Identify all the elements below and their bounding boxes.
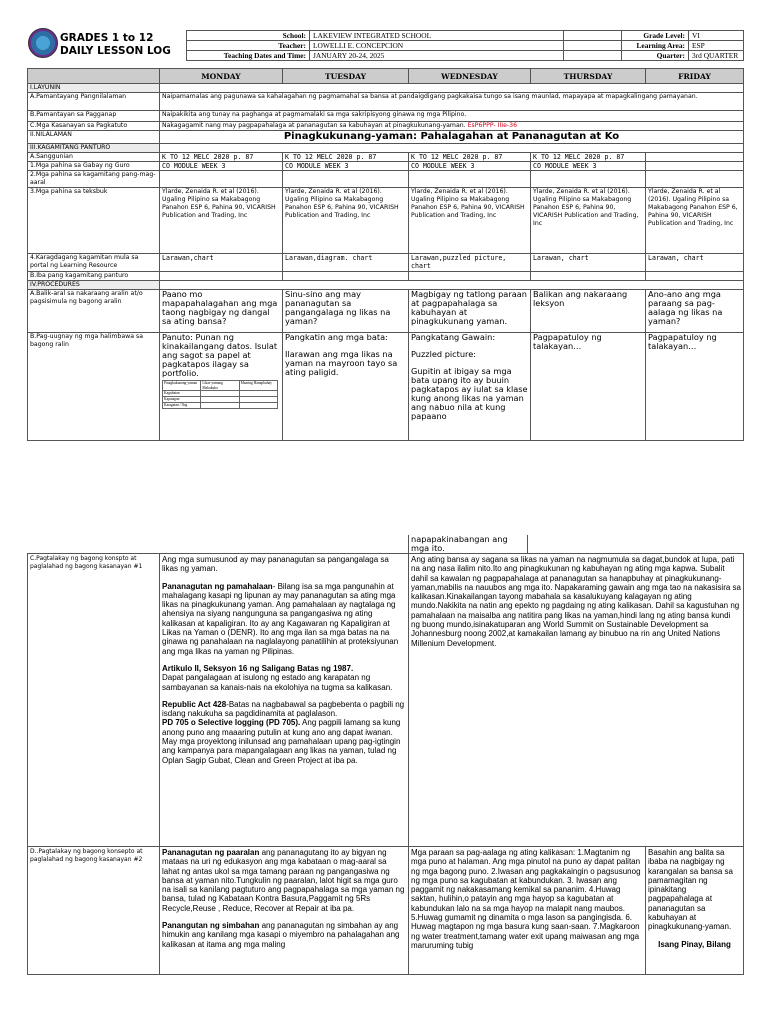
page-one [0,0,768,470]
header-info-table [186,30,744,61]
teaching-dates-value: JANUARY 20-24, 2025 [310,51,564,61]
pamantayang-pangnilalaman-text: Naipamamalas ang pagunawa sa kahalagahan ng pagmamahal sa bansa at pandaigdigang pagkakaisa tungo sa isang maunlad, mapayapa at mapagkalingang pamayanan. [160,93,744,111]
teksbuk-label: 3.Mga pahina sa teksbuk [28,188,160,254]
paaralan-text: ang pananagutang ito ay bigyan ng mataas na uri ng edukasyon ang mga kabataan o mag-aaral sa lahat ng antas ukol sa mga tamang paraan ng pangangasiwa ng bansa at yaman nito.Tungkulin ng paaralan, lalot higit sa mga guro na isali sa kanilang pagtuturo ang pagpapahalaga sa mga yaman ng bansa, tulad ng Kabataan Kontra Basura,Paggamit ng 5Rs Recycle,Reuse , Reduce, Recover at Repair at iba pa. [162,848,405,913]
nilalaman-label: II.NILALAMAN [28,131,160,144]
title-line-1: GRADES 1 to 12 [60,32,154,44]
balik-aral-friday: Ano-ano ang mga paraang sa pag-aalaga ng likas na yaman? [646,290,744,333]
teacher-label: Teacher: [187,41,310,51]
grade-level-value: VI [689,31,744,41]
balik-aral-label: A.Balik-aral sa nakaraang aralin at/o pagsisimula ng bagong aralin [28,290,160,333]
carry-over-wednesday: napapakinabangan ang mga ito. [408,535,528,553]
pangmag-aaral-label: 2.Mga pahina sa kagamitang pang-mag-aaral [28,171,160,188]
pagtalakay-1-label: C.Pagtalakay ng bagong konspto at paglalahad ng bagong kasanayan #1 [28,554,160,847]
proyekto-text: May mga proyektong inilunsad ang pamahalaan upang pag-igtingin ang kampanya para mapangalagaan ang likas na yaman, tulad ng Oplan Sagip Gubat, Clean and Green Project at iba pa. [162,737,401,765]
kasanayan-label: C.Mga Kasanayan sa Pagkatuto [28,122,160,131]
kasanayan-text: Nakagagamit nang may pagpapahalaga at pananagutan sa kabuhayan at pinagkukunang-yaman. [162,122,466,129]
pag-uugnay-tuesday-2: Ilarawan ang mga likas na yaman na mayroon tayo sa ating paligid. [285,349,398,377]
day-header-monday: MONDAY [160,69,283,84]
paaralan-heading: Pananagutan ng paaralan [162,848,260,857]
pag-uugnay-monday: Panuto: Punan ng kinakailangang datos. Isulat ang sagot sa papel at pagkatapos ilagay sa portfolio. [162,332,278,378]
pamantayan-pagganap-label: B.Pamantayan sa Pagganap [28,111,160,122]
quarter-value: 3rd QUARTER [689,51,744,61]
day-header-wednesday: WEDNESDAY [409,69,531,84]
sanggunian-thursday: K TO 12 MELC 2020 p. 87 [531,153,646,162]
balik-aral-tuesday: Sinu-sino ang may pananagutan sa pangangalaga ng likas na yaman? [283,290,409,333]
karagdagang-tuesday: Larawan,diagram. chart [283,254,409,272]
day-header-friday: FRIDAY [646,69,744,84]
gabay-wednesday: CO MODULE WEEK 3 [409,162,531,171]
teksbuk-thursday: Ylarde, Zenaida R. et al (2016). Ugaling Pilipino sa Makabagong Panahon ESP 6, Pahina 90, VICARISH Publication and Trading, Inc [531,188,646,254]
pamantayan-pagganap-text: Naipakikita ang tunay na paghanga at pagmamalaki sa mga sakripisyong ginawa ng mga Pilipino. [160,111,744,122]
gabay-tuesday: CO MODULE WEEK 3 [283,162,409,171]
ra-428-heading: Republic Act 428 [162,699,227,709]
mini-table-row-2: Kapatagan [163,397,201,403]
pagtalakay-2-thursday-title: Isang Pinay, Bilang [658,939,731,949]
karagdagang-thursday: Larawan, chart [531,254,646,272]
sanggunian-monday: K TO 12 MELC 2020 p. 87 [160,153,283,162]
pagtalakay-1-monday-intro: Ang mga sumusunod ay may pananagutan sa pangangalaga sa likas ng yaman. [162,555,389,574]
mini-table-header-2: Likas-yamang Makukuha [201,381,239,391]
pagtalakay-1-wednesday: Ang ating bansa ay sagana sa likas na yaman na nagmumula sa dagat,bundok at lupa, pati na ang nasa ilalim nito.Ito ang pinagkukunan ng kabuhayan ng ating mga kapwa. Subalit dahil sa kawalan ng pagpapahalaga at pananagutan sa hanapbuhay at pinagkukunang-yaman,mabilis na nauubos ang mga ito. Napakaraming gawain ang mga tao na nakasisira sa kalikasan.Kinakailangan tayong mabahala sa kasalukuyang kalagayan ng ating mundo.Nakikita na natin ang epekto ng pagdaing ng ating kalikasan. Dahil sa kagustuhan ng pamahalaan na maisalba ang natitira pang likas na yaman,hindi lang ng ating bansa kundi ng buong mundo,isinakatuparan ang World Summit on Sustainable Development sa Johannesburg noong 2002,at kamakailan lamang ay binubuo na rin ang United Nations Millenium Development. [409,554,744,847]
lesson-log-table-page-2 [27,553,744,975]
pd-705-heading: PD 705 o Selective logging (PD 705). [162,718,301,728]
pag-uugnay-wednesday-1: Pangkatang Gawain: [411,332,496,342]
teaching-dates-label: Teaching Dates and Time: [187,51,310,61]
gabay-guro-label: 1.Mga pahina sa Gabay ng Guro [28,162,160,171]
mini-table-row-1: Kagubatan [163,391,201,397]
pamahalaan-text: - Bilang isa sa mga pangunahin at mahalagang kasapi ng lipunan ay may pananagutan sa ating mga likas na pinagkukunang yaman. Ang pamahalaan ay nagtalaga ng ahensiya na siyang nangunguna sa pangangasiwa ng ating kalikasan at kapaligiran. Ito ay ang Kagawaran ng Kapaligiran at Likas na Yaman o (DENR). Ito ang mga ilan sa mga batas na na ginawa ng panahalaan na naglalayong panatilihin at proteksiyunan ang mga likas na yaman ng Pilipinas. [162,581,399,656]
quarter-label: Quarter: [622,51,689,61]
sanggunian-label: A.Sanggunian [28,153,160,162]
karagdagang-label: 4.Karagdagang kagamitan mula sa portal ng Learning Resource [28,254,160,272]
teacher-value: LOWELLI E. CONCEPCION [310,41,564,51]
pag-uugnay-wednesday-3: Gupitin at ibigay sa mga bata upang ito ay buuin pagkatapos ay iulat sa klase kung anong likas na yaman ang nabuo nila at kung papaano [411,366,528,421]
pag-uugnay-label: B.Pag-uugnay ng mga halimbawa sa bagong ralin [28,333,160,441]
ra-428-text: -Batas na nagbabawal sa pagbebenta o pagbili ng isdang nakukuha sa pagdidinamita at paglalason. [162,699,405,719]
sanggunian-tuesday: K TO 12 MELC 2020 p. 87 [283,153,409,162]
pag-uugnay-wednesday-2: Puzzled picture: [411,349,477,359]
pag-uugnay-tuesday-1: Pangkatin ang mga bata: [285,332,388,342]
simbahan-heading: Panangutan ng simbahan [162,921,260,931]
pamantayang-pangnilalaman-label: A.Pamantayang Pangnilalaman [28,93,160,111]
karagdagang-wednesday: Larawan,puzzled picture, chart [409,254,531,272]
gabay-thursday: CO MODULE WEEK 3 [531,162,646,171]
section-layunin: I.LAYUNIN [28,84,160,93]
section-kagamitang-panturo: III.KAGAMITANG PANTURO [28,144,160,153]
learning-area-value: ESP [689,41,744,51]
day-header-thursday: THURSDAY [531,69,646,84]
section-procedures: IV.PROCEDURES [28,281,160,290]
mini-table-row-3: Karagatan / Ilog [163,403,201,409]
title-line-2: DAILY LESSON LOG [60,45,171,57]
balik-aral-thursday: Balikan ang nakaraang leksyon [531,290,646,333]
artikulo-heading: Artikulo II, Seksyon 16 ng Saligang Batas ng 1987. [162,663,354,673]
artikulo-text: Dapat pangalagaan at isulong ng estado ang karapatan ng sambayanan sa kanais-nais na ekolohiya na tugma sa kalikasan. [162,673,393,692]
gabay-monday: CO MODULE WEEK 3 [160,162,283,171]
teksbuk-monday: Ylarde, Zenaida R. et al (2016). Ugaling Pilipino sa Makabagong Panahon ESP 6, Pahina 90, VICARISH Publication and Trading, Inc [160,188,283,254]
teksbuk-friday: Ylarde, Zenaida R. et al (2016). Ugaling Pilipino sa Makabagong Panahon ESP 6, Pahina 90, VICARISH Publication and Trading, Inc [646,188,744,254]
sanggunian-wednesday: K TO 12 MELC 2020 p. 87 [409,153,531,162]
karagdagang-monday: Larawan,chart [160,254,283,272]
pamahalaan-heading: Pananagutan ng pamahalaan [162,581,273,591]
teksbuk-tuesday: Ylarde, Zenaida R. et al (2016). Ugaling Pilipino sa Makabagong Panahon ESP 6, Pahina 90, VICARISH Publication and Trading, Inc [283,188,409,254]
mini-table-header-1: Pinagkukunang-yaman [163,381,201,391]
pagtalakay-2-wednesday: Mga paraan sa pag-aalaga ng ating kalikasan: 1.Magtanim ng mga puno at halaman. Ang mga pinutol na puno ay dapat palitan ng mga bagong puno. 2.Iwasan ang pagkakaingin o pagsusunog ng mga puno sa kagubatan at kabundukan. 3. Iwasan ang paggamit ng nakakasamang kemikal sa pananim. 4.Huwag saktan, hulihin,o patayin ang mga hayop sa kagubatan at kabundukan lalo na sa mga hayop na malapit nang maubos. 5.Huwag gumamit ng dinamita o mga lason sa pangingisda. 6. Huwag magtapon ng mga basura kung saan-saan. 7.Magkaroon ng water treatment,tamang water exit upang maiwasan ang mga maruruming tubig [409,847,646,975]
pag-uugnay-friday: Pagpapatuloy ng talakayan… [646,333,744,441]
teksbuk-wednesday: Ylarde, Zenaida R. et al (2016). Ugaling Pilipino sa Makabagong Panahon ESP 6, Pahina 90, VICARISH Publication and Trading, Inc [409,188,531,254]
deped-seal-logo [28,28,58,58]
mini-table-header-3: Maaring Hanapbuhay [239,381,277,391]
school-label: School: [187,31,310,41]
school-value: LAKEVIEW INTEGRATED SCHOOL [310,31,564,41]
pag-uugnay-thursday: Pagpapatuloy ng talakayan… [531,333,646,441]
day-header-tuesday: TUESDAY [283,69,409,84]
pagtalakay-2-thursday: Basahin ang balita sa ibaba na nagbigay ng karangalan sa bansa sa pamamagitan ng ipinakitang pagpapahalaga at pananagutan sa kabuhayan at pinagkukunang-yaman. [648,848,733,932]
document-title [60,32,171,58]
simbahan-text: ang pananagutan ng simbahan ay ang himukin ang kanilang mga kasapi o miyembro na pahalagahan ang kalikasan at itama ang mga maling [162,921,400,949]
balik-aral-monday: Paano mo mapapahalagahan ang mga taong nagbigay ng dangal sa ating bansa? [160,290,283,333]
lesson-log-table [27,68,744,441]
kasanayan-code: EsP6PPP- IIIe-36 [467,122,518,129]
datos-mini-table [162,380,278,409]
learning-area-label: Learning Area: [622,41,689,51]
pagtalakay-2-label: D..Pagtalakay ng bagong konsepto at paglalahad ng bagong kasanayan #2 [28,847,160,975]
grade-level-label: Grade Level: [622,31,689,41]
pd-705-text: Ang pagpili lamang sa kung anong puno ang maaaring putulin at kung ano ang dapat iwanan. [162,718,401,737]
nilalaman-text: Pinagkukunang-yaman: Pahalagahan at Pananagutan at Ko [160,131,744,144]
iba-pang-kagamitan-label: B.Iba pang kagamitang panturo [28,272,160,281]
karagdagang-friday: Larawan, chart [646,254,744,272]
balik-aral-wednesday: Magbigay ng tatlong paraan at pagpapahalaga sa kabuhayan at pinagkukunang yaman. [409,290,531,333]
